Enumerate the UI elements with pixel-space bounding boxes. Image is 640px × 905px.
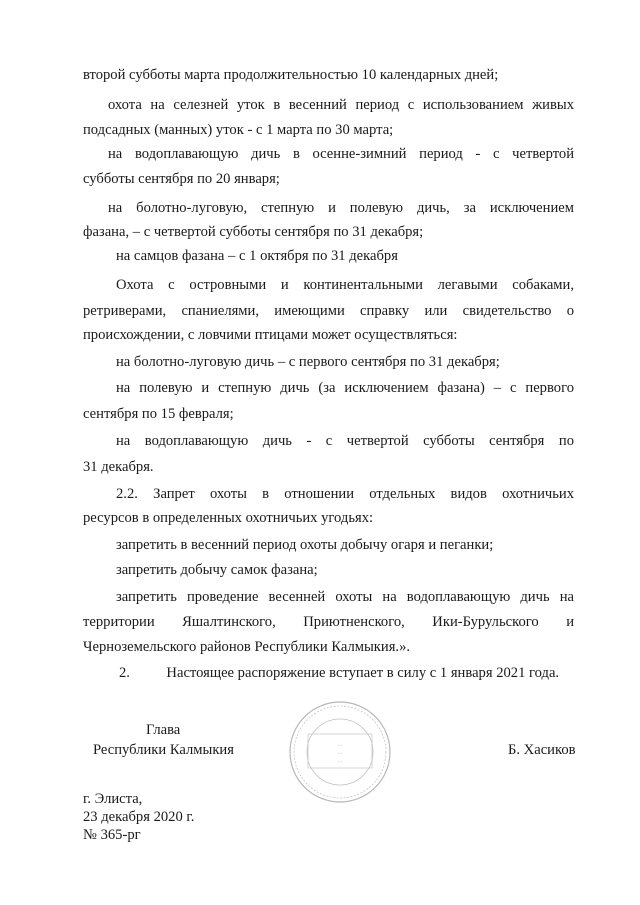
text-line: подсадных (манных) уток - с 1 марта по 30 марта;: [83, 122, 394, 138]
text-line: ресурсов в определенных охотничьих угодьях:: [83, 510, 374, 526]
text-line: на болотно-луговую дичь – с первого сентября по 31 декабря;: [116, 354, 500, 370]
text-line: территории Яшалтинского, Приютненского, Ики-Бурульского и: [83, 614, 574, 630]
text-line: ретриверами, спаниелями, имеющими справку или свидетельство о: [83, 303, 574, 319]
seal-text-line1: ...: [337, 742, 343, 748]
footer-number: № 365-рг: [83, 827, 141, 843]
text-line: на самцов фазана – с 1 октября по 31 декабря: [116, 248, 398, 264]
text-line: охота на селезней уток в весенний период с использованием живых: [108, 97, 574, 113]
signature-title-line1: Глава: [146, 722, 181, 738]
text-line: на водоплавающую дичь - с четвертой субботы сентября по: [116, 433, 574, 449]
signature-title-line2: Республики Калмыкия: [93, 742, 234, 758]
text-line: на полевую и степную дичь (за исключением фазана) – с первого: [116, 380, 574, 396]
text-line: фазана, – с четвертой субботы сентября по 31 декабря;: [83, 224, 424, 240]
text-line: запретить добычу самок фазана;: [116, 562, 318, 578]
official-seal-stamp: [288, 700, 392, 804]
text-line: субботы сентября по 20 января;: [83, 171, 280, 187]
seal-graphic: [288, 700, 392, 804]
footer-date: 23 декабря 2020 г.: [83, 809, 195, 825]
signature-name: Б. Хасиков: [508, 742, 576, 758]
text-line: на водоплавающую дичь в осенне-зимний период - с четвертой: [108, 146, 574, 162]
text-line: 2.2. Запрет охоты в отношении отдельных видов охотничьих: [116, 486, 574, 502]
text-line: на болотно-луговую, степную и полевую дичь, за исключением: [108, 200, 574, 216]
seal-text-line2: ...: [337, 750, 343, 756]
text-line: сентября по 15 февраля;: [83, 406, 234, 422]
text-line: происхождении, с ловчими птицами может осуществляться:: [83, 327, 458, 343]
text-line: Охота с островными и континентальными легавыми собаками,: [116, 277, 574, 293]
text-line: второй субботы марта продолжительностью 10 календарных дней;: [83, 67, 499, 83]
text-line: запретить в весенний период охоты добычу огаря и пеганки;: [116, 537, 494, 553]
text-line: Черноземельского районов Республики Калмыкия.».: [83, 639, 411, 655]
text-line: 2. Настоящее распоряжение вступает в силу с 1 января 2021 года.: [119, 665, 560, 681]
footer-city: г. Элиста,: [83, 791, 143, 807]
text-line: запретить проведение весенней охоты на водоплавающую дичь на: [116, 589, 574, 605]
text-line: 31 декабря.: [83, 459, 154, 475]
seal-text-line3: ...: [337, 758, 343, 764]
